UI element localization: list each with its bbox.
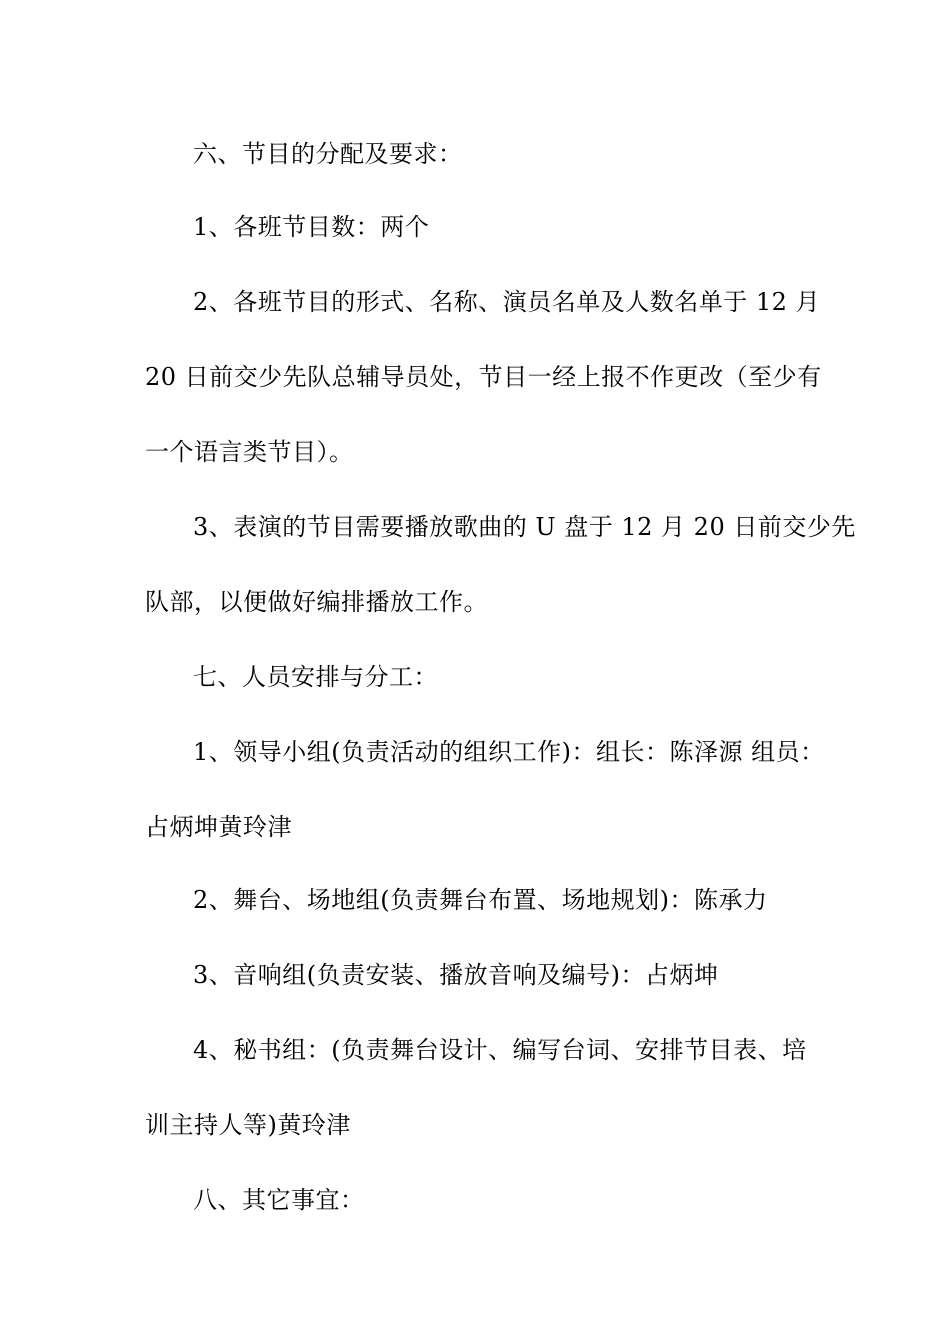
staff-item-1: 1、领导小组(负责活动的组织工作)：组长：陈泽源 组员： xyxy=(193,738,825,766)
list-item-2-cont-1: 20 日前交少先队总辅导员处，节目一经上报不作更改（至少有 xyxy=(145,363,822,391)
list-item-2: 2、各班节目的形式、名称、演员名单及人数名单于 12 月 xyxy=(193,288,821,316)
staff-item-4-cont: 训主持人等)黄玲津 xyxy=(145,1111,351,1139)
section-heading-8: 八、其它事宜： xyxy=(193,1186,365,1214)
list-item-3-cont: 队部，以便做好编排播放工作。 xyxy=(145,588,488,616)
staff-item-2: 2、舞台、场地组(负责舞台布置、场地规划)：陈承力 xyxy=(193,886,768,914)
section-heading-6: 六、节目的分配及要求： xyxy=(193,140,463,168)
staff-item-4: 4、秘书组：(负责舞台设计、编写台词、安排节目表、培 xyxy=(193,1036,807,1064)
list-item-3: 3、表演的节目需要播放歌曲的 U 盘于 12 月 20 日前交少先 xyxy=(193,513,856,541)
list-item-1: 1、各班节目数：两个 xyxy=(193,213,430,241)
staff-item-1-cont: 占炳坤黄玲津 xyxy=(145,813,292,841)
list-item-2-cont-2: 一个语言类节目）。 xyxy=(145,438,354,466)
staff-item-3: 3、音响组(负责安装、播放音响及编号)：占炳坤 xyxy=(193,961,719,989)
section-heading-7: 七、人员安排与分工： xyxy=(193,663,438,691)
